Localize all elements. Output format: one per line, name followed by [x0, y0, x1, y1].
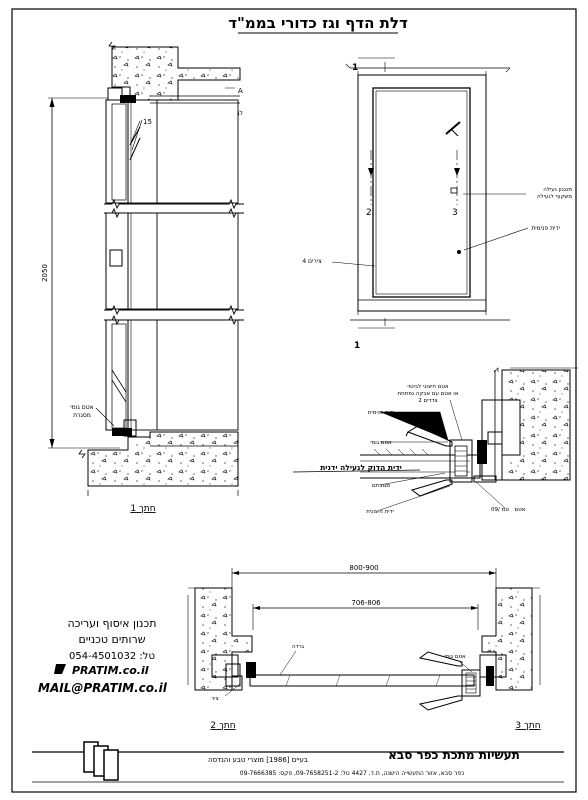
stamp-site: PRATIM.co.il	[72, 664, 149, 677]
frame-label: גרדה	[292, 644, 304, 650]
section-mark-1-top: 1	[352, 63, 359, 73]
plate-note-3: 2 צדדים	[418, 398, 438, 404]
inner-handle-label: ידית פנימית	[531, 225, 560, 232]
door-bottom-seal-label: אטם גומי	[444, 654, 466, 660]
company-name: תעשיות מתכת כפר סבא	[388, 748, 520, 762]
rubber-seal-label: אטם גומי	[370, 440, 392, 446]
outer-seal-label-2: אטם	[514, 507, 526, 513]
handle-label-1: מנגנון נעילה	[543, 187, 572, 193]
pratim-logo-icon	[54, 664, 66, 674]
mark-a: A	[238, 87, 243, 95]
left-frame-label-1: אטם גומי	[70, 404, 94, 411]
stamp-mail: MAIL@PRATIM.co.il	[38, 681, 167, 695]
section-2-label: חתך 2	[210, 721, 236, 731]
hinges-label: צירים 4	[302, 258, 322, 265]
plate-note-1: אטם חיצוני לביטוי	[407, 384, 449, 390]
section-1-drawing	[48, 42, 244, 496]
height-dimension: 2050	[41, 264, 49, 282]
plan-section	[188, 568, 540, 710]
door-elevation	[332, 58, 528, 328]
drawing-title: דלת הדף וגז כדורי בממ"ד	[228, 14, 408, 32]
outer-seal-label: 09/ סמ	[491, 507, 509, 513]
stamp-phone: 054-4501032 :טל	[69, 651, 155, 662]
plate-note-2: או אטם עם אבקה נפתחת	[397, 391, 459, 397]
lock-text: ידית הדוק לנעילה ידנית	[320, 463, 402, 472]
stamp-line-2: שרותים טכניים	[78, 633, 146, 646]
section-1-label: חתך 1	[130, 504, 156, 514]
mark-b: לג	[237, 110, 243, 117]
ext-handle-label: ידית חיצונית	[366, 509, 394, 515]
handle-plate-label: ידית פנימית	[367, 410, 395, 416]
left-frame-label-2: מסגרת	[73, 412, 91, 419]
bottom-tag-label: ציר	[211, 696, 219, 702]
company-address: כפר סבא, אזור התעשייה הישנה, ת.ד. 4427 טל: 09-7658251-2, פקס: 09-7666385	[239, 770, 465, 777]
company-subtitle: בעיים [1986] מוצרי טבע והנדסה	[208, 756, 308, 764]
section-mark-3: 3	[452, 208, 458, 218]
section-mark-2: 2	[366, 208, 372, 218]
section-mark-1-bottom: 1	[354, 341, 361, 351]
dimension-15: 15	[143, 118, 152, 126]
handle-label-2: משקוף לנעילה	[536, 194, 572, 200]
clear-dimension: 706-806	[351, 599, 381, 607]
overall-dimension: 800-900	[349, 564, 379, 572]
company-logo-icon	[84, 742, 118, 780]
designer-stamp	[38, 617, 168, 695]
section-3-label: חתך 3	[515, 721, 541, 731]
stamp-line-1: תכנון איסוף ועריכה	[67, 617, 157, 630]
small-rubber-label: מגובתם	[372, 483, 390, 489]
